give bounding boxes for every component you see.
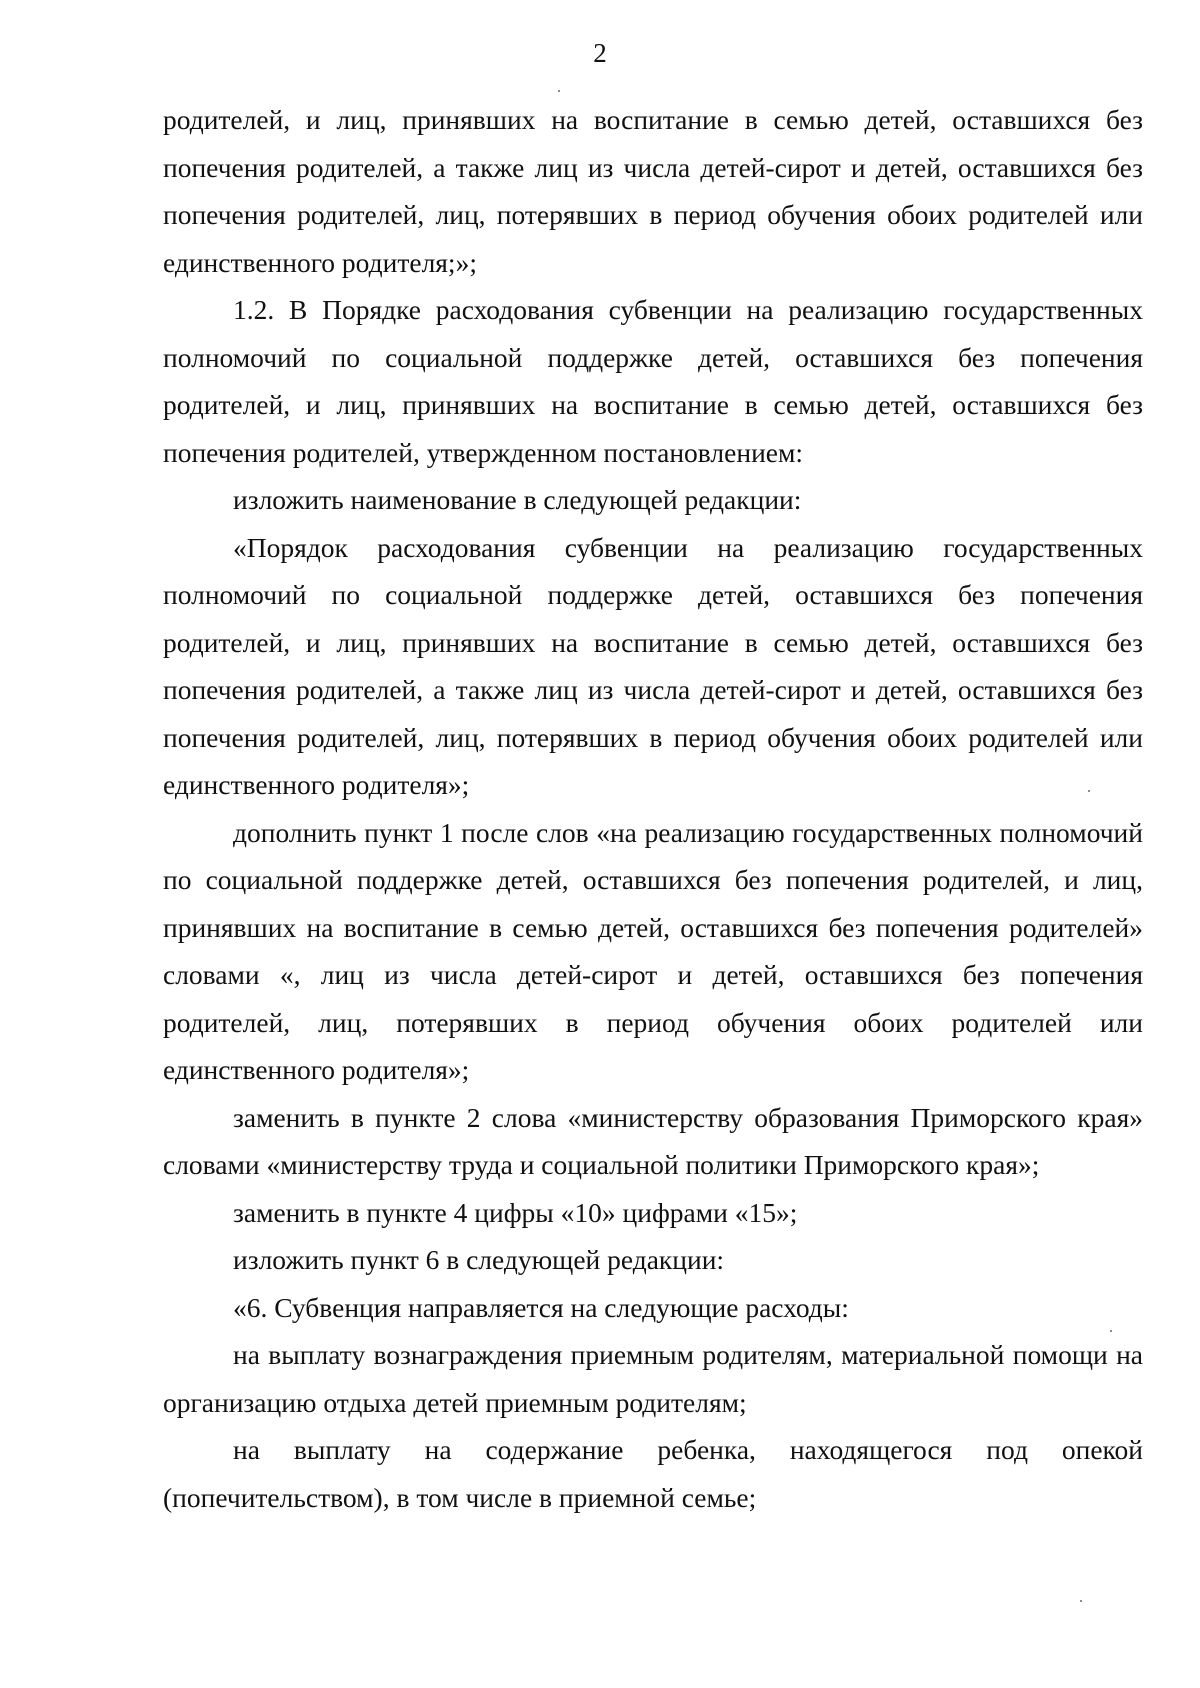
paragraph-amend-item-4: заменить в пункте 4 цифры «10» цифрами «15»; <box>233 1196 798 1228</box>
paragraph-amend-item-2: заменить в пункте 2 слова «министерству образования Приморского края» словами «министерству труда и социальной политики Приморского края»; <box>163 1101 1143 1180</box>
scan-speck <box>1110 1330 1112 1332</box>
paragraph-expense-maintenance: на выплату на содержание ребенка, находящегося под опекой (попечительством), в том числе в приемной семье; <box>163 1434 1143 1513</box>
paragraph-continuation: родителей, и лиц, принявших на воспитание в семью детей, оставшихся без попечения родителей, а также лиц из числа детей-сирот и детей, оставшихся без попечения родителей, лиц, потерявших в период обучения обоих родителей или единственного родителя;»; <box>163 104 1143 278</box>
paragraph-expense-reward: на выплату вознаграждения приемным родителям, материальной помощи на организацию отдыха детей приемным родителям; <box>163 1339 1143 1418</box>
scan-speck <box>1088 790 1090 792</box>
document-body <box>163 96 1143 1521</box>
page-number: 2 <box>593 38 607 68</box>
paragraph-section-1-2: 1.2. В Порядке расходования субвенции на реализацию государственных полномочий по социальной поддержке детей, оставшихся без попечения родителей, и лиц, принявших на воспитание в семью детей, оставшихся без попечения родителей, утвержденном постановлением: <box>163 294 1143 468</box>
paragraph-new-title: «Порядок расходования субвенции на реализацию государственных полномочий по социальной поддержке детей, оставшихся без попечения родителей, и лиц, принявших на воспитание в семью детей, оставшихся без попечения родителей, а также лиц из числа детей-сирот и детей, оставшихся без попечения родителей, лиц, потерявших в период обучения обоих родителей или единственного родителя»; <box>163 531 1143 800</box>
paragraph-amend-item-1: дополнить пункт 1 после слов «на реализацию государственных полномочий по социальной поддержке детей, оставшихся без попечения родителей, и лиц, принявших на воспитание в семью детей, оставшихся без попечения родителей» словами «, лиц из числа детей-сирот и детей, оставшихся без попечения родителей, лиц, потерявших в период обучения обоих родителей или единственного родителя»; <box>163 816 1143 1085</box>
paragraph-item-6-heading: «6. Субвенция направляется на следующие расходы: <box>233 1291 849 1323</box>
scan-speck <box>1080 1600 1082 1602</box>
scan-speck <box>558 90 560 92</box>
paragraph-rename-instruction: изложить наименование в следующей редакции: <box>233 484 802 515</box>
paragraph-amend-item-6: изложить пункт 6 в следующей редакции: <box>233 1244 725 1275</box>
